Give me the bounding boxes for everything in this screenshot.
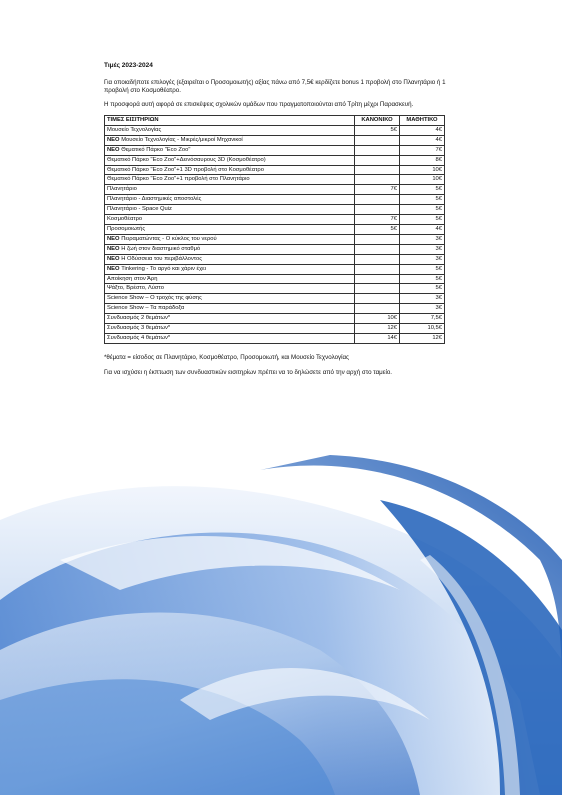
regular-price-cell: 14€ bbox=[355, 333, 400, 343]
ticket-name-cell bbox=[105, 333, 355, 343]
regular-price-cell bbox=[355, 155, 400, 165]
regular-price-cell bbox=[355, 254, 400, 264]
regular-price-cell bbox=[355, 294, 400, 304]
new-badge: ΝΕΟ bbox=[107, 255, 120, 262]
table-row bbox=[105, 333, 445, 343]
student-price-cell: 4€ bbox=[400, 125, 445, 135]
table-header-row bbox=[105, 116, 445, 126]
student-price-cell: 12€ bbox=[400, 333, 445, 343]
regular-price-cell bbox=[355, 264, 400, 274]
student-price-cell: 4€ bbox=[400, 135, 445, 145]
student-price-cell: 3€ bbox=[400, 234, 445, 244]
ticket-name: Θεματικό Πάρκο "Eco Zoo"+Δεινόσαυρους 3D (Κοσμοθέατρο) bbox=[107, 156, 266, 163]
student-price-cell: 5€ bbox=[400, 215, 445, 225]
new-badge: ΝΕΟ bbox=[107, 146, 120, 153]
table-row bbox=[105, 274, 445, 284]
regular-price-cell bbox=[355, 274, 400, 284]
ticket-name-cell bbox=[105, 274, 355, 284]
ticket-name: Η ζωή στον διαστημικό σταθμό bbox=[121, 245, 201, 252]
table-row bbox=[105, 244, 445, 254]
student-price-cell: 5€ bbox=[400, 205, 445, 215]
ticket-name: Συνδυασμός 3 θεμάτων* bbox=[107, 325, 171, 332]
new-badge: ΝΕΟ bbox=[107, 265, 120, 272]
table-row bbox=[105, 195, 445, 205]
regular-price-cell bbox=[355, 165, 400, 175]
table-row bbox=[105, 234, 445, 244]
ticket-name-cell bbox=[105, 205, 355, 215]
ticket-name: Θεματικό Πάρκο "Eco Zoo"+1 προβολή στο Πλανητάριο bbox=[107, 176, 250, 183]
student-price-cell: 3€ bbox=[400, 244, 445, 254]
regular-price-cell bbox=[355, 135, 400, 145]
regular-price-cell bbox=[355, 244, 400, 254]
ticket-name-cell bbox=[105, 155, 355, 165]
regular-price-cell: 7€ bbox=[355, 185, 400, 195]
student-price-cell: 10€ bbox=[400, 165, 445, 175]
student-price-cell: 10€ bbox=[400, 175, 445, 185]
regular-price-cell bbox=[355, 205, 400, 215]
page-title: Τιμές 2023-2024 bbox=[104, 62, 153, 69]
ticket-name: Science Show – Ο τροχός της φύσης bbox=[107, 295, 202, 302]
table-row bbox=[105, 205, 445, 215]
table-row bbox=[105, 294, 445, 304]
ticket-name-cell bbox=[105, 234, 355, 244]
ticket-name: Πειραματώντας - Ο κύκλος του νερού bbox=[121, 235, 217, 242]
ticket-name: Θεματικό Πάρκο "Eco Zoo" bbox=[121, 146, 191, 153]
ticket-name: Κοσμοθέατρο bbox=[107, 216, 143, 223]
ticket-name: Πλανητάριο - Διαστημικές αποστολές bbox=[107, 196, 202, 203]
ticket-name: Ψάξτο, Βρέστο, Λύστο bbox=[107, 285, 164, 292]
new-badge: ΝΕΟ bbox=[107, 245, 120, 252]
regular-price-cell bbox=[355, 145, 400, 155]
student-price-cell: 8€ bbox=[400, 155, 445, 165]
column-header-tickets: ΤΙΜΕΣ ΕΙΣΙΤΗΡΙΩΝ bbox=[105, 116, 355, 126]
new-badge: ΝΕΟ bbox=[107, 136, 120, 143]
table-row bbox=[105, 254, 445, 264]
ticket-name-cell bbox=[105, 254, 355, 264]
student-price-cell: 3€ bbox=[400, 304, 445, 314]
ticket-name-cell bbox=[105, 175, 355, 185]
ticket-name-cell bbox=[105, 284, 355, 294]
regular-price-cell bbox=[355, 195, 400, 205]
student-price-cell: 3€ bbox=[400, 254, 445, 264]
ticket-name: Πλανητάριο - Space Quiz bbox=[107, 206, 172, 213]
table-row bbox=[105, 125, 445, 135]
ticket-name: Tinkering - Το αργό και χάριν έχει bbox=[121, 265, 206, 272]
ticket-name: Συνδυασμός 2 θεμάτων* bbox=[107, 315, 171, 322]
regular-price-cell: 5€ bbox=[355, 224, 400, 234]
ticket-name: Η Οδύσσεια του περιβάλλοντος bbox=[121, 255, 203, 262]
ticket-name-cell bbox=[105, 294, 355, 304]
ticket-name: Μουσείο Τεχνολογίας bbox=[107, 126, 162, 133]
student-price-cell: 5€ bbox=[400, 185, 445, 195]
table-row bbox=[105, 165, 445, 175]
ticket-name-cell bbox=[105, 324, 355, 334]
regular-price-cell bbox=[355, 234, 400, 244]
student-price-cell: 5€ bbox=[400, 274, 445, 284]
student-price-cell: 5€ bbox=[400, 284, 445, 294]
regular-price-cell: 7€ bbox=[355, 215, 400, 225]
ticket-name-cell bbox=[105, 215, 355, 225]
table-row bbox=[105, 155, 445, 165]
student-price-cell: 3€ bbox=[400, 294, 445, 304]
bonus-offer-paragraph: Για οποιαδήποτε επιλογές (εξαιρείται ο Προσομοιωτής) αξίας πάνω από 7,5€ κερδίζετε bonus 1 προβολή στο Πλανητάριο ή 1 προβολή στο Κοσμοθέατρο. bbox=[104, 79, 446, 94]
ticket-name-cell bbox=[105, 185, 355, 195]
table-row bbox=[105, 284, 445, 294]
ticket-name-cell bbox=[105, 145, 355, 155]
table-row bbox=[105, 324, 445, 334]
column-header-student: ΜΑΘΗΤΙΚΟ bbox=[400, 116, 445, 126]
ticket-name: Μουσείο Τεχνολογίας - Μικρές/μικροί Μηχανικοί bbox=[121, 136, 243, 143]
table-row bbox=[105, 304, 445, 314]
ticket-name: Αποίκηση στον Άρη bbox=[107, 275, 158, 282]
table-row bbox=[105, 314, 445, 324]
student-price-cell: 10,5€ bbox=[400, 324, 445, 334]
ticket-name: Πλανητάριο bbox=[107, 186, 137, 193]
table-row bbox=[105, 135, 445, 145]
regular-price-cell: 5€ bbox=[355, 125, 400, 135]
ticket-name-cell bbox=[105, 244, 355, 254]
regular-price-cell: 10€ bbox=[355, 314, 400, 324]
ticket-name: Προσομοιωτής bbox=[107, 225, 146, 232]
ticket-name-cell bbox=[105, 314, 355, 324]
ticket-name-cell bbox=[105, 195, 355, 205]
ticket-name: Θεματικό Πάρκο "Eco Zoo"+1 3D προβολή στο Κοσμοθέατρο bbox=[107, 166, 264, 173]
themes-footnote: *θέματα = είσοδος σε Πλανητάριο, Κοσμοθέατρο, Προσομοιωτή, και Μουσείο Τεχνολογίας bbox=[104, 353, 350, 361]
ticket-name-cell bbox=[105, 264, 355, 274]
regular-price-cell bbox=[355, 304, 400, 314]
regular-price-cell bbox=[355, 284, 400, 294]
table-row bbox=[105, 175, 445, 185]
offer-validity-paragraph: Η προσφορά αυτή αφορά σε επισκέψεις σχολικών ομάδων που πραγματοποιούνται από Τρίτη μέχρι Παρασκευή. bbox=[104, 101, 414, 108]
ticket-name-cell bbox=[105, 304, 355, 314]
ticket-name: Science Show – Τα παράδοξα bbox=[107, 305, 185, 312]
table-row bbox=[105, 264, 445, 274]
combo-discount-note: Για να ισχύσει η έκπτωση των συνδυαστικών εισιτηρίων πρέπει να το δηλώσετε από την αρχή στο ταμείο. bbox=[104, 368, 393, 376]
column-header-regular: ΚΑΝΟΝΙΚΟ bbox=[355, 116, 400, 126]
document-body bbox=[104, 62, 449, 377]
ticket-name: Συνδυασμός 4 θεμάτων* bbox=[107, 334, 171, 341]
ticket-name-cell bbox=[105, 165, 355, 175]
table-row bbox=[105, 145, 445, 155]
student-price-cell: 5€ bbox=[400, 195, 445, 205]
table-row bbox=[105, 185, 445, 195]
regular-price-cell bbox=[355, 175, 400, 185]
new-badge: ΝΕΟ bbox=[107, 235, 120, 242]
student-price-cell: 7,5€ bbox=[400, 314, 445, 324]
table-row bbox=[105, 224, 445, 234]
ticket-name-cell bbox=[105, 125, 355, 135]
ticket-price-table bbox=[104, 115, 445, 344]
student-price-cell: 4€ bbox=[400, 224, 445, 234]
ticket-name-cell bbox=[105, 135, 355, 145]
regular-price-cell: 12€ bbox=[355, 324, 400, 334]
student-price-cell: 5€ bbox=[400, 264, 445, 274]
table-row bbox=[105, 215, 445, 225]
student-price-cell: 7€ bbox=[400, 145, 445, 155]
ticket-name-cell bbox=[105, 224, 355, 234]
